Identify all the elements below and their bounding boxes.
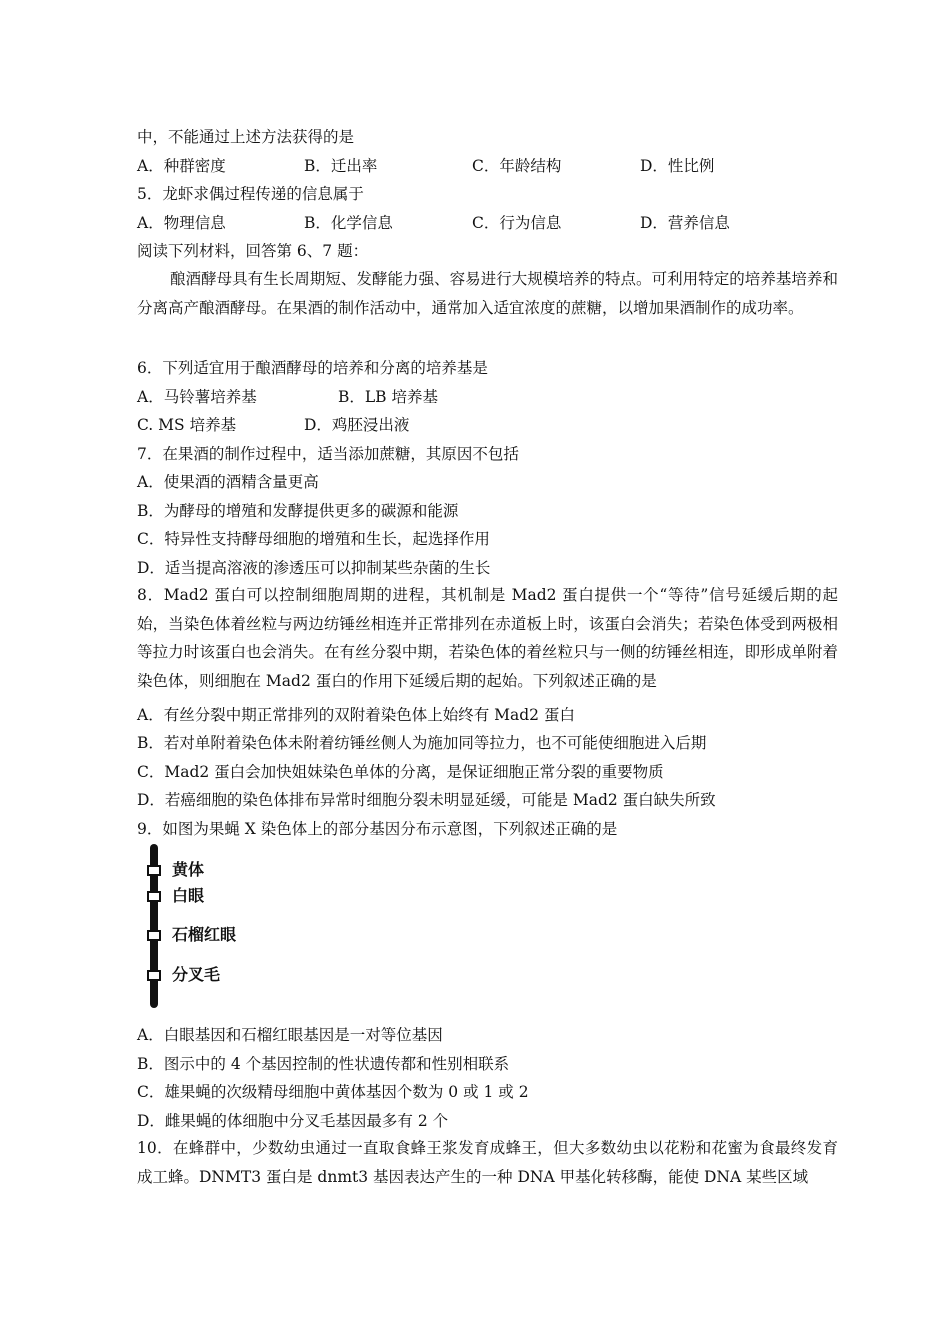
q7-stem: 7．在果酒的制作过程中，适当添加蔗糖，其原因不包括	[137, 445, 519, 463]
gene-label-garnet-eye: 石榴红眼	[172, 925, 237, 944]
q6-option-b: B．LB 培养基	[338, 388, 439, 406]
gene-locus-garnet-eye	[148, 931, 160, 940]
q4-option-b: B．迁出率	[304, 157, 378, 175]
q7-option-b: B．为酵母的增殖和发酵提供更多的碳源和能源	[137, 502, 459, 520]
q5-stem: 5．龙虾求偶过程传递的信息属于	[137, 185, 364, 203]
q6-option-d: D．鸡胚浸出液	[304, 416, 410, 434]
reading-intro: 阅读下列材料，回答第 6、7 题：	[137, 242, 369, 260]
gene-locus-yellow-body	[148, 866, 160, 875]
reading-passage: 酿酒酵母具有生长周期短、发酵能力强、容易进行大规模培养的特点。可利用特定的培养基培养和分离高产酿酒酵母。在果酒的制作活动中，通常加入适宜浓度的蔗糖，以增加果酒制作的成功率。	[137, 270, 838, 317]
q4-option-d: D．性比例	[640, 157, 715, 175]
q8-option-c: C．Mad2 蛋白会加快姐妹染色单体的分离，是保证细胞正常分裂的重要物质	[137, 763, 664, 781]
q4-option-c: C．年龄结构	[472, 157, 562, 175]
q8-option-a: A．有丝分裂中期正常排列的双附着染色体上始终有 Mad2 蛋白	[137, 706, 575, 724]
q8-option-b: B．若对单附着染色体未附着纺锤丝侧人为施加同等拉力，也不可能使细胞进入后期	[137, 734, 707, 752]
q5-option-b: B．化学信息	[304, 214, 393, 232]
q4-option-a: A．种群密度	[137, 157, 226, 175]
q7-option-d: D．适当提高溶液的渗透压可以抑制某些杂菌的生长	[137, 559, 491, 577]
q6-option-a: A．马铃薯培养基	[137, 388, 257, 406]
gene-locus-white-eye	[148, 892, 160, 901]
q8-stem: 8．Mad2 蛋白可以控制细胞周期的进程，其机制是 Mad2 蛋白提供一个“等待”信号延缓后期的起始，当染色体着丝粒与两边纺锤丝相连并正常排列在赤道板上时，该蛋白会消失；若染色体受到两极相等拉力时该蛋白也会消失。在有丝分裂中期，若染色体的着丝粒只与一侧的纺锤丝相连，即形成单附着染色体，则细胞在 Mad2 蛋白的作用下延缓后期的起始。下列叙述正确的是	[137, 586, 838, 690]
q9-stem: 9．如图为果蝇 X 染色体上的部分基因分布示意图，下列叙述正确的是	[137, 820, 618, 838]
q5-option-c: C．行为信息	[472, 214, 562, 232]
q4-stem: 中，不能通过上述方法获得的是	[137, 128, 355, 146]
q7-option-a: A．使果酒的酒精含量更高	[137, 473, 319, 491]
gene-label-forked-bristle: 分叉毛	[172, 965, 221, 984]
q6-option-c: C. MS 培养基	[137, 416, 237, 434]
q9-option-c: C．雄果蝇的次级精母细胞中黄体基因个数为 0 或 1 或 2	[137, 1083, 529, 1101]
q9-option-b: B．图示中的 4 个基因控制的性状遗传都和性别相联系	[137, 1055, 510, 1073]
q9-option-d: D．雌果蝇的体细胞中分叉毛基因最多有 2 个	[137, 1112, 449, 1130]
x-chromosome-diagram	[144, 842, 284, 1010]
q6-stem: 6．下列适宜用于酿酒酵母的培养和分离的培养基是	[137, 359, 488, 377]
q7-option-c: C．特异性支持酵母细胞的增殖和生长，起选择作用	[137, 530, 490, 548]
chromosome-bar	[144, 842, 164, 1010]
gene-label-white-eye: 白眼	[172, 886, 205, 905]
q10-stem: 10．在蜂群中，少数幼虫通过一直取食蜂王浆发育成蜂王，但大多数幼虫以花粉和花蜜为食最终发育成工蜂。DNMT3 蛋白是 dnmt3 基因表达产生的一种 DNA 甲基化转移酶，能使 DNA 某些区域	[137, 1139, 838, 1186]
q5-option-d: D．营养信息	[640, 214, 730, 232]
q8-option-d: D．若癌细胞的染色体排布异常时细胞分裂未明显延缓，可能是 Mad2 蛋白缺失所致	[137, 791, 716, 809]
q5-option-a: A．物理信息	[137, 214, 226, 232]
gene-label-yellow-body: 黄体	[172, 860, 205, 879]
q9-option-a: A．白眼基因和石榴红眼基因是一对等位基因	[137, 1026, 443, 1044]
gene-locus-forked-bristle	[148, 971, 160, 980]
